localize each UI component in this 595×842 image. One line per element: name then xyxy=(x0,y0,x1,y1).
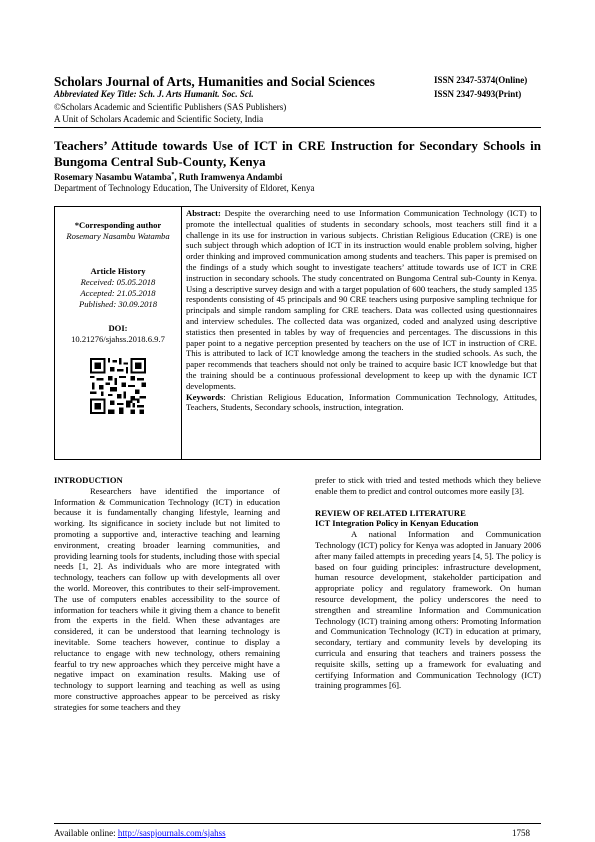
left-column xyxy=(54,475,280,713)
unit-line: A Unit of Scholars Academic and Scientific Society, India xyxy=(54,114,264,124)
policy-paragraph: A national Information and Communication Technology (ICT) policy for Kenya was adopted in January 2006 after many failed attempts in preceding years [4, 5]. The policy is based on four guiding principles: infrastructure development, human resource development, stakeholder participation and appropriate policy and regulatory framework. On human resource development, the policy underscores the need to strengthen and streamline Information and Communication Technology (ICT) training among others: Promoting Information and Communication Technology (ICT) in education at primary, secondary, tertiary and community levels by developing its curricula and ensuring that teachers and trainers possess the requisite skills, setting up a framework for evaluating and certifying Information and Communication Technology (ICT) training programmes [6]. xyxy=(315,529,541,691)
page-number: 1758 xyxy=(512,828,530,838)
doi-heading: DOI: xyxy=(108,323,128,333)
doi-block xyxy=(58,323,178,345)
accepted-date: Accepted: 21.05.2018 xyxy=(80,288,156,298)
keywords-label: Keywords xyxy=(186,391,224,402)
footer-divider xyxy=(54,823,541,824)
publisher-line: ©Scholars Academic and Scientific Publishers (SAS Publishers) xyxy=(54,102,287,112)
corresponding-heading: *Corresponding author xyxy=(74,220,162,230)
received-date: Received: 05.05.2018 xyxy=(80,277,156,287)
available-label: Available online: xyxy=(54,828,118,838)
policy-heading: ICT Integration Policy in Kenyan Education xyxy=(315,518,479,529)
doi-value: 10.21276/sjahss.2018.6.9.7 xyxy=(71,334,165,344)
qr-code-icon xyxy=(90,358,146,414)
published-date: Published: 30.09.2018 xyxy=(78,299,158,309)
right-column xyxy=(315,475,541,691)
footer-availability xyxy=(54,828,226,838)
header-divider xyxy=(54,127,541,128)
corresponding-author-block xyxy=(58,220,178,242)
journal-link[interactable]: http://saspjournals.com/sjahss xyxy=(117,828,226,838)
intro-paragraph: Researchers have identified the importance of Information & Communication Technology (ICT) in education because it is fundamentally changing lifestyle, learning and working. Its significance in society include but not limited to promoting a supportive and, interactive teaching and learning environment, creating broader learning communities, and providing learning tools for students, including those with special needs [1, 2]. As individuals who are more integrated with technology, teachers can follow up with developments all over the world. Moreover, this contributes to their self-improvement. The use of computers enables accessibility to the source of information for teachers while it giving them a chance to benefit from the experts in the field. When these advantages are considered, it can be understood that learning technology is inevitable. Some teachers however, continue to display a reluctance to engage with new technology, others remaining fearful to try new approaches which they perceive might have a negative impact on examination results. Making use of technology to support learning and teaching as well as using more constructive approaches appear to be perceived as risky strategies for some teachers and they xyxy=(54,485,280,712)
intro-continuation: prefer to stick with tried and tested methods which they believe enable them to predict and control outcomes more easily [3]. xyxy=(315,475,541,496)
corresponding-name: Rosemary Nasambu Watamba xyxy=(66,231,170,241)
article-title: Teachers’ Attitude towards Use of ICT in CRE Instruction for Secondary Schools in Bungoma Central Sub-County, Kenya xyxy=(54,138,541,169)
department: Department of Technology Education, The University of Eldoret, Kenya xyxy=(54,183,315,193)
abstract xyxy=(186,208,537,413)
authors xyxy=(54,172,282,182)
author-2: , Ruth Iramwenya Andambi xyxy=(174,172,283,182)
corresponding-mark: * xyxy=(171,172,175,178)
issn-online: ISSN 2347-5374(Online) xyxy=(434,75,528,85)
abstract-text: Despite the overarching need to use Information Communication Technology (ICT) to promote the intellectual qualities of students in secondary schools, most teachers still find it a challenge in its use for instruction in various subjects. Christian Religious Education (CRE) is one such subject through which adoption of ICT in its instruction would enable problem solving, higher order thinking and improved communication among students and teachers. This paper is premised on the findings of a study which sought to investigate teachers’ attitude towards use of ICT in CRE instruction in secondary schools. The study concentrated on Bungoma Central sub-County in Kenya. Using a descriptive survey design and with a target population of 600 teachers, the study sampled 135 respondents consisting of 45 principals and 90 CRE teachers using purposive sampling technique for principals and simple random sampling for CRE teachers. Data was collected using questionnaires and interview schedules. The collected data was organized, coded and analyzed using descriptive statistics then presented in tables by way of frequencies and percentages. The discussions in this paper point to a negative perception presented by teachers on the use of ICT in instruction of CRE. This is attributed to lack of ICT knowledge among the teachers in the studied schools. As such, the paper recommends that teachers should not only be trained to acquire basic ICT knowledge but that the training should be a continuous professional development to keep up with the dynamic ICT developments. xyxy=(186,208,537,391)
author-1: Rosemary Nasambu Watamba xyxy=(54,172,172,182)
journal-title: Scholars Journal of Arts, Humanities and Social Sciences xyxy=(54,74,375,89)
abstract-box-divider xyxy=(181,206,182,460)
abbreviated-title: Abbreviated Key Title: Sch. J. Arts Humanit. Soc. Sci. xyxy=(54,89,254,99)
review-heading: REVIEW OF RELATED LITERATURE xyxy=(315,507,466,518)
article-history-block xyxy=(58,266,178,310)
intro-heading: INTRODUCTION xyxy=(54,475,123,485)
history-heading: Article History xyxy=(90,266,146,276)
keywords-text: : Christian Religious Education, Information Communication Technology, Attitudes, Teachers, Students, Secondary schools, instruction, integration. xyxy=(186,391,537,413)
issn-print: ISSN 2347-9493(Print) xyxy=(434,89,522,99)
abstract-label: Abstract: xyxy=(186,208,221,218)
